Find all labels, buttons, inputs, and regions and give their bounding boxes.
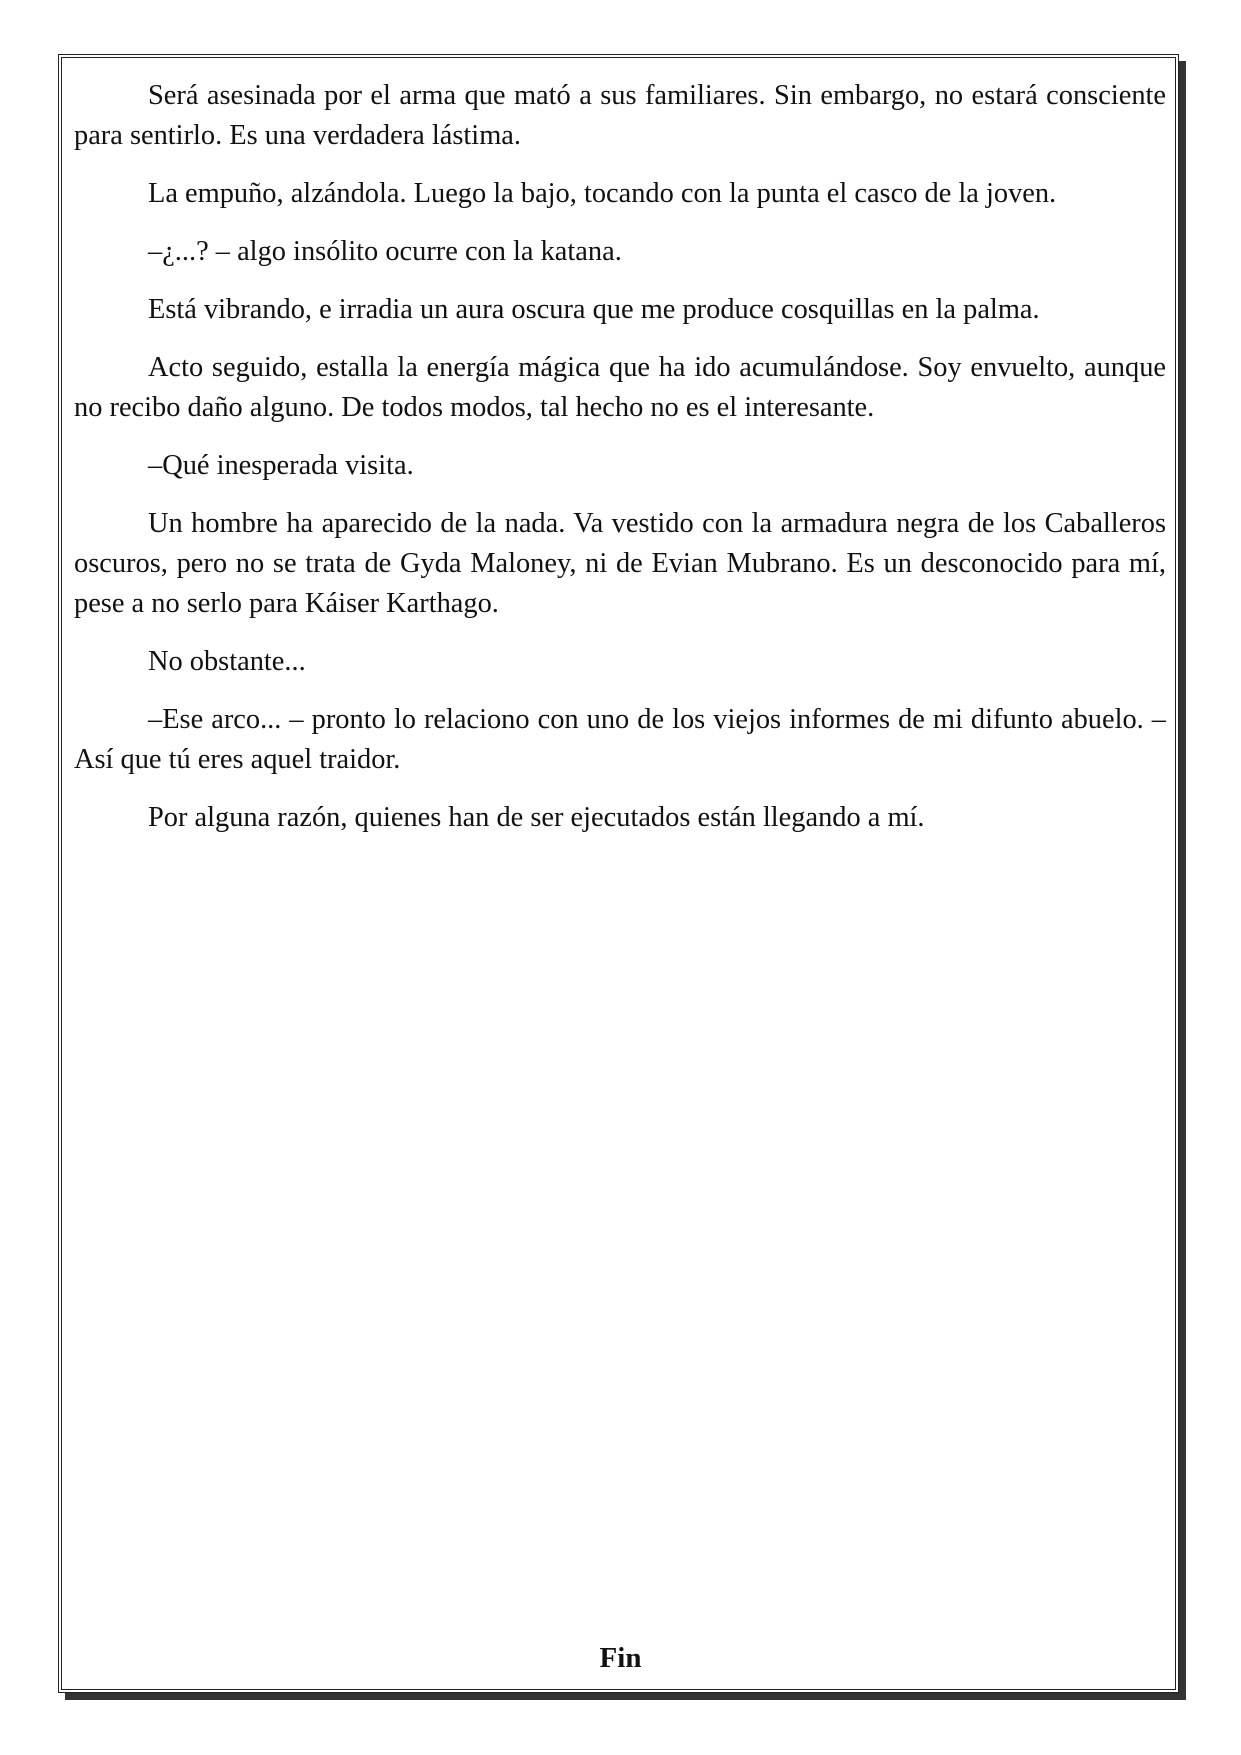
paragraph: –¿...? – algo insólito ocurre con la katana. (148, 236, 622, 267)
paragraph: Está vibrando, e irradia un aura oscura que me produce cosquillas en la palma. (148, 294, 1040, 325)
paragraph: La empuño, alzándola. Luego la bajo, tocando con la punta el casco de la joven. (148, 178, 1057, 209)
paragraph: Un hombre ha aparecido de la nada. Va vestido con la armadura negra de los Caballeros oscuros, pero no se trata de Gyda Maloney, ni de Evian Mubrano. Es un desconocido para mí, pese a no serlo para Káiser Karthago. (74, 508, 1166, 619)
paragraph: No obstante... (148, 646, 306, 677)
paragraph: –Ese arco... – pronto lo relaciono con uno de los viejos informes de mi difunto abuelo. –Así que tú eres aquel traidor. (74, 704, 1166, 775)
paragraph: Será asesinada por el arma que mató a sus familiares. Sin embargo, no estará consciente para sentirlo. Es una verdadera lástima. (74, 80, 1166, 151)
paragraph: –Qué inesperada visita. (148, 450, 414, 481)
end-label: Fin (599, 1642, 642, 1674)
document-body (74, 76, 1166, 856)
paragraph: Por alguna razón, quienes han de ser ejecutados están llegando a mí. (148, 802, 925, 833)
paragraph: Acto seguido, estalla la energía mágica que ha ido acumulándose. Soy envuelto, aunque no recibo daño alguno. De todos modos, tal hecho no es el interesante. (74, 352, 1166, 423)
